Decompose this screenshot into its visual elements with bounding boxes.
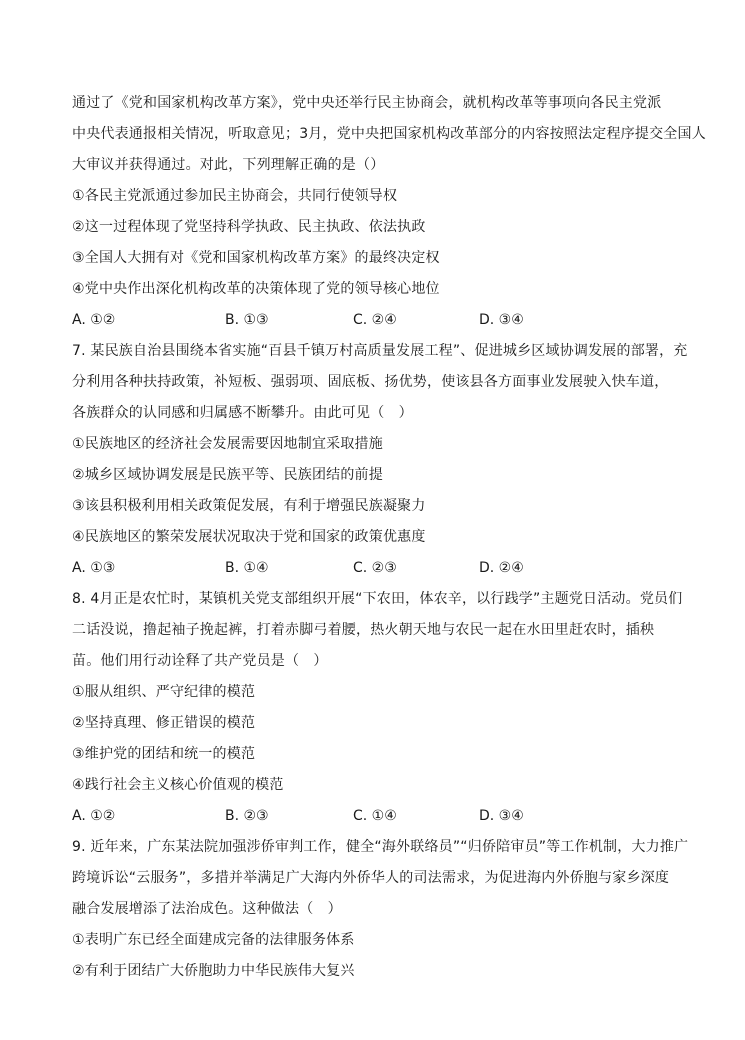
answer-choices	[72, 309, 682, 331]
choice-a: A. ①③	[72, 560, 116, 576]
question-stem-line: 9. 近年来，广东某法院加强涉侨审判工作，健全“海外联络员”“归侨陪审员”等工作机制，大力推广	[72, 839, 689, 855]
statement-option-1: ①服从组织、严守纪律的模范	[72, 684, 256, 700]
statement-option-3: ③全国人大拥有对《党和国家机构改革方案》的最终决定权	[72, 250, 440, 266]
question-7	[72, 340, 688, 579]
question-stem-line: 苗。他们用行动诠释了共产党员是（ ）	[72, 653, 328, 669]
question-9	[72, 836, 689, 982]
statement-option-2: ②坚持真理、修正错误的模范	[72, 715, 256, 731]
statement-option-3: ③该县积极利用相关政策促发展，有利于增强民族凝聚力	[72, 498, 426, 514]
question-stem-line: 二话没说，撸起袖子挽起裤，打着赤脚弓着腰，热火朝天地与农民一起在水田里赶农时，插秧	[72, 622, 655, 638]
statement-option-2: ②城乡区域协调发展是民族平等、民族团结的前提	[72, 467, 383, 483]
choice-d: D. ②④	[479, 560, 524, 576]
question-stem-line: 融合发展增添了法治成色。这种做法（ ）	[72, 901, 342, 917]
question-stem-line: 7. 某民族自治县围绕本省实施“百县千镇万村高质量发展工程”、促进城乡区域协调发展的部署，充	[72, 343, 688, 359]
question-8	[72, 588, 682, 827]
statement-option-1: ①表明广东已经全面建成完备的法律服务体系	[72, 932, 355, 948]
choice-b: B. ②③	[225, 808, 269, 824]
choice-c: C. ②④	[353, 312, 397, 328]
question-stem-line: 通过了《党和国家机构改革方案》，党中央还举行民主协商会，就机构改革等事项向各民主党派	[72, 95, 662, 111]
statement-option-2: ②这一过程体现了党坚持科学执政、民主执政、依法执政	[72, 219, 426, 235]
question-stem-line: 8. 4月正是农忙时，某镇机关党支部组织开展“下农田，体农辛，以行践学”主题党日活动。党员们	[72, 591, 683, 607]
question-stem-line: 中央代表通报相关情况，听取意见；3月，党中央把国家机构改革部分的内容按照法定程序提交全国人	[72, 126, 706, 142]
choice-a: A. ①②	[72, 808, 116, 824]
choice-d: D. ③④	[479, 808, 524, 824]
choice-c: C. ②③	[353, 560, 397, 576]
statement-option-4: ④民族地区的繁荣发展状况取决于党和国家的政策优惠度	[72, 529, 426, 545]
choice-b: B. ①④	[225, 560, 269, 576]
choice-c: C. ①④	[353, 808, 397, 824]
statement-option-1: ①各民主党派通过参加民主协商会，共同行使领导权	[72, 188, 398, 204]
answer-choices	[72, 557, 682, 579]
statement-option-4: ④党中央作出深化机构改革的决策体现了党的领导核心地位	[72, 281, 440, 297]
statement-option-2: ②有利于团结广大侨胞助力中华民族伟大复兴	[72, 963, 355, 979]
exam-content	[72, 92, 706, 991]
question-stem-line: 大审议并获得通过。对此，下列理解正确的是（）	[72, 157, 385, 173]
statement-option-3: ③维护党的团结和统一的模范	[72, 746, 256, 762]
question-stem-line: 各族群众的认同感和归属感不断攀升。由此可见（ ）	[72, 405, 413, 421]
question-stem-line: 分利用各种扶持政策，补短板、强弱项、固底板、扬优势，使该县各方面事业发展驶入快车道，	[72, 374, 669, 390]
answer-choices	[72, 805, 682, 827]
statement-option-1: ①民族地区的经济社会发展需要因地制宜采取措施	[72, 436, 383, 452]
question-stem-line: 跨境诉讼“云服务”，多措并举满足广大海内外侨华人的司法需求，为促进海内外侨胞与家乡深度	[72, 870, 670, 886]
choice-a: A. ①②	[72, 312, 116, 328]
statement-option-4: ④践行社会主义核心价值观的模范	[72, 777, 284, 793]
question-6-continued	[72, 92, 706, 331]
choice-d: D. ③④	[479, 312, 524, 328]
choice-b: B. ①③	[225, 312, 269, 328]
